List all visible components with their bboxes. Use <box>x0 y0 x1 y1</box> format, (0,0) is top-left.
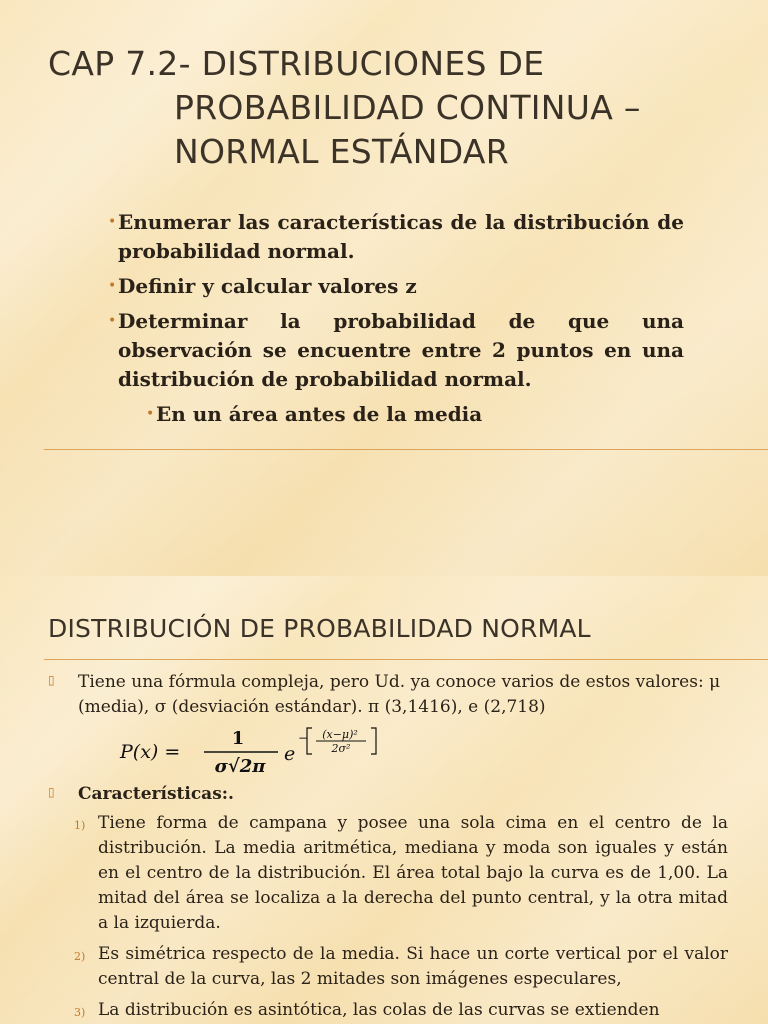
slide-1-title <box>48 42 748 174</box>
objectives-list <box>108 208 684 435</box>
slide-2 <box>0 576 768 1024</box>
formula-lhs: P(x) = <box>120 741 181 763</box>
objective-text: Enumerar las características de la distribución de probabilidad normal. <box>118 210 684 263</box>
caracteristicas-heading <box>48 782 728 807</box>
formula-exp-den: 2σ² <box>331 742 351 755</box>
title-line-2: PROBABILIDAD CONTINUA – <box>174 88 641 127</box>
objective-text: Definir y calcular valores z <box>118 274 417 298</box>
item-number: 2) <box>74 950 86 963</box>
list-item <box>74 998 728 1023</box>
slide-2-title: DISTRIBUCIÓN DE PROBABILIDAD NORMAL <box>48 614 591 643</box>
objective-item <box>108 307 684 394</box>
objective-item <box>108 208 684 266</box>
item-number: 1) <box>74 819 86 832</box>
bullet-square-icon: ▯ <box>48 785 55 799</box>
item-text: La distribución es asintótica, las colas de las curvas se extienden <box>98 1000 660 1020</box>
normal-pdf-formula <box>116 724 728 776</box>
bullet-dot-icon: • <box>108 313 117 329</box>
item-text: Tiene forma de campana y posee una sola cima en el centro de la distribución. La media aritmética, mediana y moda son iguales y están en el centro de la distribución. El área total bajo la curva es de 1,00. La mitad del área se localiza a la derecha del punto central, y la otra mitad a la izquierda. <box>98 813 728 933</box>
item-number: 3) <box>74 1006 86 1019</box>
intro-paragraph <box>48 670 728 720</box>
formula-numerator: 1 <box>231 728 245 749</box>
bullet-dot-icon: • <box>146 406 155 422</box>
formula-exp-num: (x−μ)² <box>322 728 358 741</box>
slide-2-divider <box>44 659 768 660</box>
title-line-1: CAP 7.2- DISTRIBUCIONES DE <box>48 44 545 83</box>
slide-2-content <box>48 670 728 1024</box>
objective-sub-item <box>108 400 684 429</box>
item-text: Es simétrica respecto de la media. Si hace un corte vertical por el valor central de la curva, las 2 mitades son imágenes especulares, <box>98 944 728 989</box>
formula-denominator: σ√2π <box>214 756 266 777</box>
title-line-3: NORMAL ESTÁNDAR <box>174 132 509 171</box>
list-item <box>74 942 728 992</box>
slide-1-divider <box>44 449 768 450</box>
right-bracket <box>371 728 376 754</box>
caracteristicas-label: Características:. <box>78 784 234 804</box>
bullet-dot-icon: • <box>108 278 117 294</box>
bullet-dot-icon: • <box>108 214 117 230</box>
objective-item <box>108 272 684 301</box>
objective-sub-text: En un área antes de la media <box>156 402 483 426</box>
intro-text: Tiene una fórmula compleja, pero Ud. ya conoce varios de estos valores: μ (media), σ (desviación estándar). π (3,1416), e (2,718) <box>78 672 721 717</box>
formula-exp-sign: − <box>298 731 309 745</box>
objective-text: Determinar la probabilidad de que una observación se encuentre entre 2 puntos en una distribución de probabilidad normal. <box>118 309 684 391</box>
formula-graphic <box>116 724 436 780</box>
characteristics-list <box>74 811 728 1023</box>
list-item <box>74 811 728 936</box>
formula-base: e <box>284 743 296 765</box>
bullet-square-icon: ▯ <box>48 673 55 687</box>
